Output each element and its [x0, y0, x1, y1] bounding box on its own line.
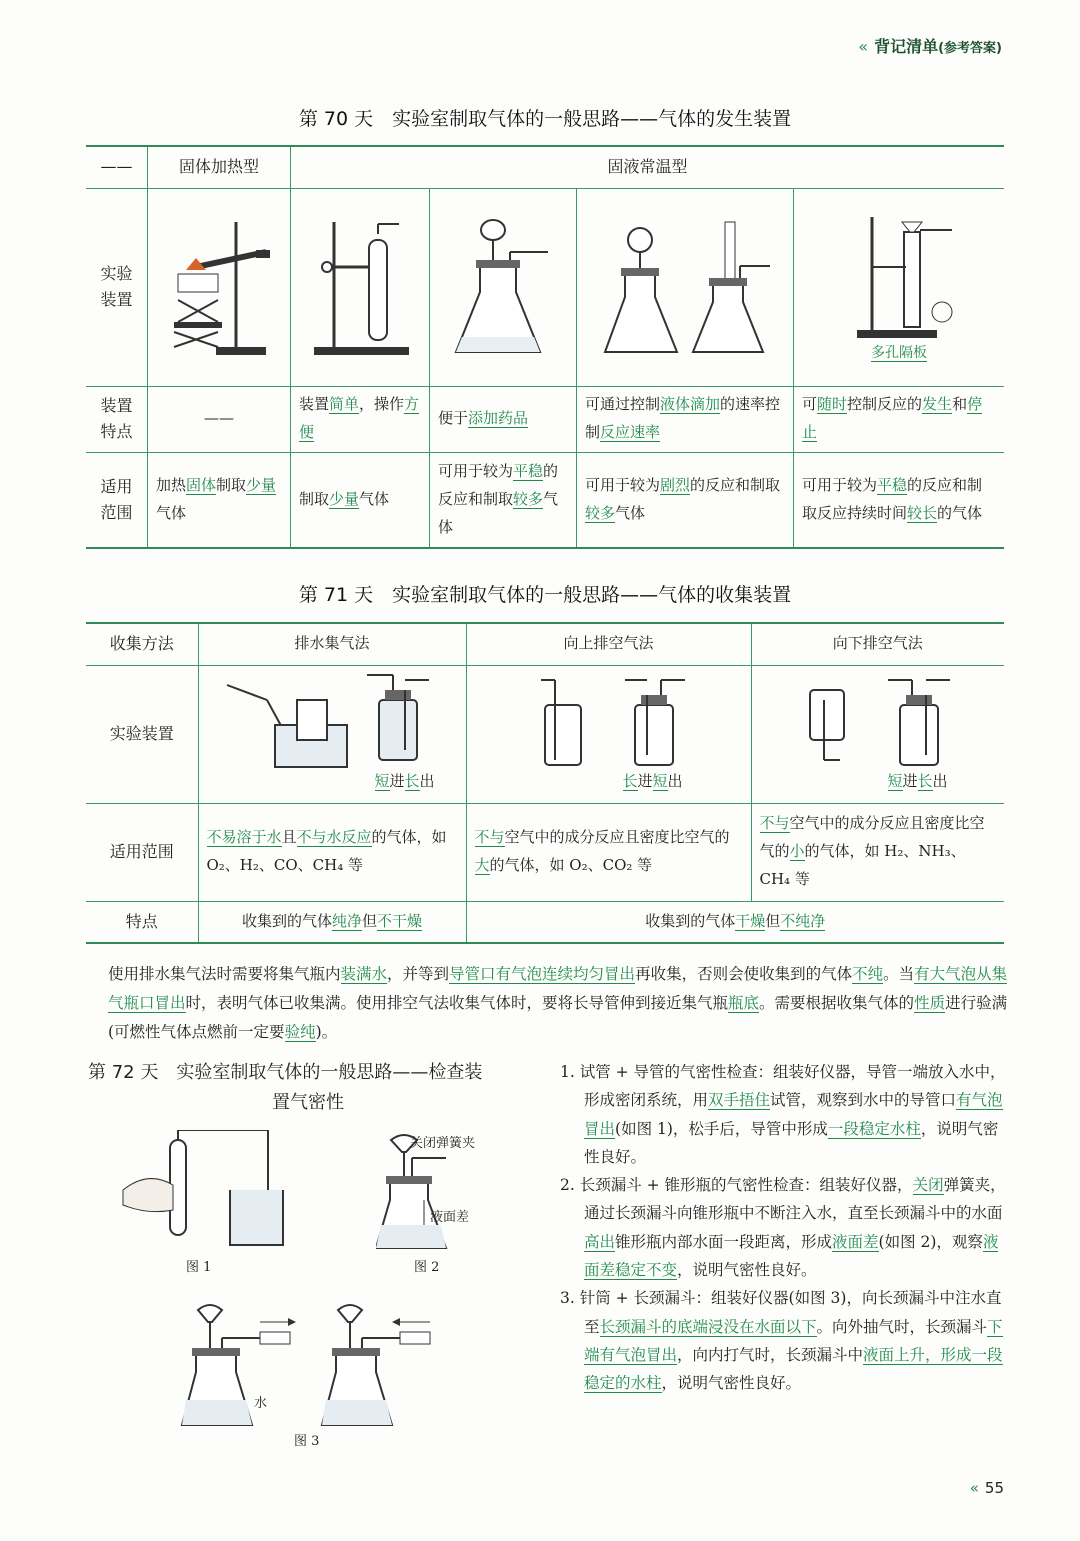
method-downward-air: 向下排空气法 [751, 623, 1004, 665]
collection-table [86, 622, 1004, 944]
scope-heat: 加热固体制取少量气体 [148, 452, 291, 548]
apparatus-water-collect [198, 665, 466, 803]
label-clamp: 关闭弹簧夹 [410, 1136, 476, 1151]
figure3-drawing [180, 1300, 450, 1430]
method-water: 排水集气法 [198, 623, 466, 665]
row-apparatus-label: 实验装置 [86, 188, 148, 386]
apparatus-porous-plate [794, 188, 1005, 386]
apparatus-funnel-flask [430, 188, 577, 386]
method-upward-air: 向上排空气法 [466, 623, 751, 665]
double-chevron-icon: « [858, 37, 869, 56]
scope-porous: 可用于较为平稳的反应和制取反应持续时间较长的气体 [794, 452, 1005, 548]
scope-test-tube: 制取少量气体 [291, 452, 430, 548]
dropping-funnel-flask-icon [585, 212, 785, 362]
caption-water: 短进长出 [374, 772, 435, 790]
scope-funnel: 可用于较为平稳的反应和制取较多气体 [430, 452, 577, 548]
row-feature-label-71: 特点 [86, 901, 198, 943]
apparatus-test-tube [291, 188, 430, 386]
header-label: 背记清单 [874, 37, 939, 56]
feature-porous: 可随时控制反应的发生和停止 [794, 386, 1005, 452]
downward-air-bottles-icon [760, 670, 996, 775]
label-water: 水 [254, 1396, 268, 1411]
figure3-caption: 图 3 [294, 1434, 320, 1449]
row-scope-label: 适用范围 [86, 452, 148, 548]
col-solid-liquid: 固液常温型 [291, 146, 1005, 188]
header-sub: (参考答案) [938, 41, 1002, 56]
label-level-diff: 液面差 [430, 1210, 470, 1225]
caption-upward: 长进短出 [622, 772, 683, 790]
col-solid-heat: 固体加热型 [148, 146, 291, 188]
funnel-flask-icon [438, 212, 568, 362]
feature-air: 收集到的气体干燥但不纯净 [466, 901, 1004, 943]
heating-apparatus-icon [156, 212, 282, 362]
row-apparatus-label-71: 实验装置 [86, 665, 198, 803]
list-item: 3. 针筒 + 长颈漏斗：组装好仪器(如图 3)，向长颈漏斗中注水直至长颈漏斗的底端浸没在水面以下。向外抽气时，长颈漏斗下端有气泡冒出，向内打气时，长颈漏斗中液面上升，形成一段稳定的水柱，说明气密性良好。 [560, 1289, 1003, 1393]
feature-funnel: 便于添加药品 [430, 386, 577, 452]
scope-water: 不易溶于水且不与水反应的气体，如 O₂、H₂、CO、CH₄ 等 [198, 803, 466, 901]
test-tube-stand-icon [299, 212, 421, 362]
feature-water: 收集到的气体纯净但不干燥 [198, 901, 466, 943]
scope-upward: 不与空气中的成分反应且密度比空气的大的气体，如 O₂、CO₂ 等 [466, 803, 751, 901]
row-feature-label: 装置特点 [86, 386, 148, 452]
scope-dropping: 可用于较为剧烈的反应和制取较多气体 [577, 452, 794, 548]
figure1-drawing [118, 1130, 288, 1250]
apparatus-downward-air [751, 665, 1004, 803]
row-scope-label-71: 适用范围 [86, 803, 198, 901]
apparatus-upward-air [466, 665, 751, 803]
day71-title: 第 71 天 实验室制取气体的一般思路——气体的收集装置 [298, 584, 792, 606]
feature-heat: —— [148, 386, 291, 452]
apparatus-heating [148, 188, 291, 386]
row-method-label: 收集方法 [86, 623, 198, 665]
day72-title: 第 72 天 实验室制取气体的一般思路——检查装 置气密性 [88, 1062, 483, 1113]
list-item: 2. 长颈漏斗 + 锥形瓶的气密性检查：组装好仪器，关闭弹簧夹，通过长颈漏斗向锥形瓶中不断注入水，直至长颈漏斗中的水面高出锥形瓶内部水面一段距离，形成液面差(如图 2)，观察液面差稳定不变，说明气密性良好。 [560, 1176, 1006, 1280]
list-item: 1. 试管 + 导管的气密性检查：组装好仪器，导管一端放入水中，形成密闭系统，用双手捂住试管，观察到水中的导管口有气泡冒出(如图 1)，松手后，导管中形成一段稳定水柱，说明气密性良好。 [560, 1063, 1006, 1166]
page-header [858, 34, 1002, 57]
collection-paragraph: 使用排水集气法时需要将集气瓶内装满水，并等到导管口有气泡连续均匀冒出再收集，否则会使收集到的气体不纯。当有大气泡从集气瓶口冒出时，表明气体已收集满。使用排空气法收集气体时，要将长导管伸到接近集气瓶瓶底。需要根据收集气体的性质进行验满(可燃性气体点燃前一定要验纯)。 [108, 965, 1008, 1041]
day70-title: 第 70 天 实验室制取气体的一般思路——气体的发生装置 [298, 108, 792, 130]
figure1-caption: 图 1 [186, 1260, 212, 1275]
page-footer [970, 1479, 1004, 1497]
double-chevron-icon: « [969, 1479, 979, 1497]
porous-plate-label: 多孔隔板 [871, 345, 927, 361]
feature-dropping: 可通过控制液体滴加的速率控制反应速率 [577, 386, 794, 452]
dash-cell: —— [86, 146, 148, 188]
feature-test-tube: 装置简单，操作方便 [291, 386, 430, 452]
airtightness-list [560, 1058, 1008, 1398]
generator-table [86, 145, 1004, 549]
page-number: 55 [984, 1479, 1004, 1497]
upward-air-bottles-icon [475, 670, 743, 775]
caption-downward: 短进长出 [887, 772, 948, 790]
porous-plate-apparatus-icon [802, 212, 996, 342]
apparatus-dropping-funnel [577, 188, 794, 386]
water-trough-icon [207, 670, 457, 775]
figure2-caption: 图 2 [414, 1260, 440, 1275]
scope-downward: 不与空气中的成分反应且密度比空气的小的气体，如 H₂、NH₃、CH₄ 等 [751, 803, 1004, 901]
